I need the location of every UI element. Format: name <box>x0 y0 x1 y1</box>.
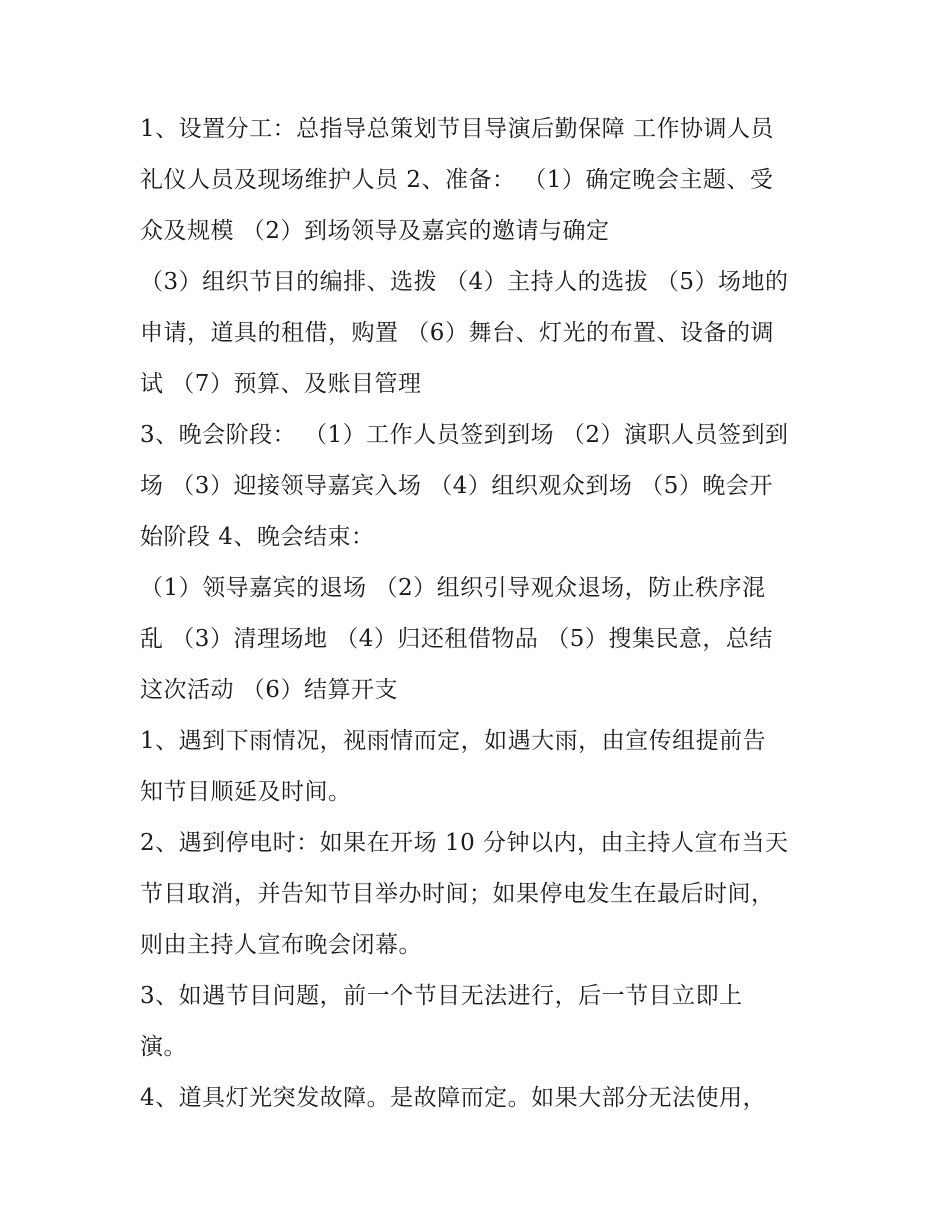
text-line: 3、晚会阶段： （1）工作人员签到到场 （2）演职人员签到到 <box>140 422 789 448</box>
text-line: 2、遇到停电时：如果在开场 10 分钟以内，由主持人宣布当天 <box>140 830 789 856</box>
text-line: （3）组织节目的编排、选拨 （4）主持人的选拔 （5）场地的 <box>140 269 789 295</box>
text-line: 1、设置分工：总指导总策划节目导演后勤保障 工作协调人员 <box>140 116 774 142</box>
text-line: 试 （7）预算、及账目管理 <box>140 371 422 397</box>
text-line: 场 （3）迎接领导嘉宾入场 （4）组织观众到场 （5）晚会开 <box>140 473 773 499</box>
text-line: 众及规模 （2）到场领导及嘉宾的邀请与确定 <box>140 218 610 244</box>
text-line: 知节目顺延及时间。 <box>140 779 352 805</box>
text-line: 礼仪人员及现场维护人员 2、准备： （1）确定晚会主题、受 <box>140 167 774 193</box>
text-line: 乱 （3）清理场地 （4）归还租借物品 （5）搜集民意，总结 <box>140 626 773 652</box>
text-line: 这次活动 （6）结算开支 <box>140 677 398 703</box>
text-line: 节目取消，并告知节目举办时间；如果停电发生在最后时间， <box>140 881 775 907</box>
text-line: 4、道具灯光突发故障。是故障而定。如果大部分无法使用， <box>140 1085 767 1111</box>
text-line: 1、遇到下雨情况，视雨情而定，如遇大雨，由宣传组提前告 <box>140 728 767 754</box>
document-body <box>140 104 820 1124</box>
text-line: 申请，道具的租借，购置 （6）舞台、灯光的布置、设备的调 <box>140 320 774 346</box>
text-line: 3、如遇节目问题，前一个节目无法进行，后一节目立即上 <box>140 983 743 1009</box>
text-line: （1）领导嘉宾的退场 （2）组织引导观众退场，防止秩序混 <box>140 575 766 601</box>
text-line: 则由主持人宣布晚会闭幕。 <box>140 932 422 958</box>
text-line: 始阶段 4、晚会结束： <box>140 524 375 550</box>
text-line: 演。 <box>140 1034 187 1060</box>
